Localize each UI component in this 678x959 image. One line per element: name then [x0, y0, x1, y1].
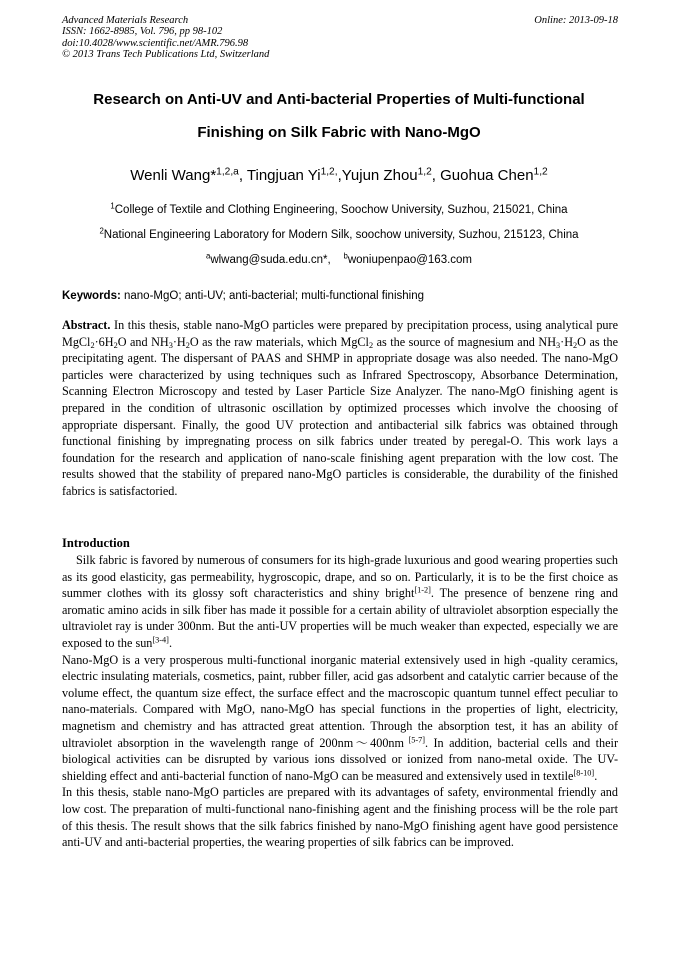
- abstract-sub: 3: [556, 340, 561, 350]
- issn-line: ISSN: 1662-8985, Vol. 796, pp 98-102: [62, 26, 223, 38]
- affiliation-1-mark: 1: [110, 201, 115, 211]
- email-a-mark: a: [205, 251, 211, 261]
- affiliation-1: [20, 203, 658, 217]
- affiliation-2: [20, 228, 658, 242]
- author-3: ,Yujun Zhou: [337, 167, 418, 184]
- abstract-text-8: O as the precipitating agent. The dispersant of PAAS and SHMP in appropriate dosage was also needed. The nano-MgO particles were characterized by using techniques such as Infrared Spectroscopy, Absorbance Determination, Scanning Electron Microscopy and tested by Laser Particle Size Analyzer. The nano-MgO finishing agent is prepared in the condition of ultrasonic oscillation by optimized processes which involve the choosing of appropriate dispersant. Finally, the good UV protection and antibacterial silk fabrics was obtained through functional finishing by impregnating process on silk fabrics under treated by peregal-O. This work lays a foundation for the research and application of nano-scale finishing agent preparation with the low cost. The results showed that the stability of prepared nano-MgO particles is considerable, the durability of the finished fabrics is satisfactoried.: [62, 334, 619, 498]
- citation: [3-4]: [152, 635, 169, 645]
- introduction-body: [62, 552, 618, 851]
- intro-p1-text: . The presence of benzene ring and aromatic amino acids in silk fiber has made it possible for a certain ability of ultraviolet absorption especially the ultraviolet ray is under 300nm. But the anti-UV properties will be much weaker than expected, especially we are exposed to the sun: [62, 586, 618, 650]
- author-emails: [20, 253, 658, 267]
- intro-p2-text: Nano-MgO is a very prosperous multi-functional inorganic material extensively used in high -quality ceramics, electric insulating materials, cosmetics, paint, rubber filler, acid gas adsorbent and catalytic carrier because of the volume effect, the quantum size effect, the surface effect and the macroscopic quantum tunnel effect peculiar to nano-materials. Compared with MgO, nano-MgO has special functions in the properties of light, electricity, magnetism and chemistry and has attracted great attention. Through the absorption test, it has an ability of ultraviolet absorption in the wavelength range of 200nm～400nm: [62, 652, 618, 750]
- affiliation-2-mark: 2: [99, 226, 104, 236]
- author-4-affil: 1,2: [533, 166, 548, 178]
- abstract-label: Abstract.: [62, 318, 111, 332]
- citation: [1-2]: [414, 585, 431, 595]
- intro-paragraph-3: In this thesis, stable nano-MgO particles are prepared with its advantages of safety, environmental friendly and low cost. The preparation of multi-functional nano-finishing agent and the finishing process will be the role part of this thesis. The result shows that the silk fabrics finished by nano-MgO finishing agent have good persistence anti-UV and anti-bacterial properties, the wearing properties of silk fabrics can be improved.: [62, 785, 618, 850]
- section-heading-introduction: Introduction: [62, 536, 130, 550]
- intro-p1-text: Silk fabric is favored by numerous of consumers for its high-grade luxurious and good wearing properties such as its good elasticity, gas permeability, hygroscopic, drape, and so on. Particularly, it is to be the first choice as summer clothes with its glossy soft characteristics and shiny bright: [62, 553, 618, 601]
- abstract-text-5: O as the raw materials, which MgCl: [189, 334, 369, 349]
- abstract-text-1: In this thesis, stable nano-MgO particles were prepared by precipitation process, using analytical pure MgCl: [62, 318, 618, 349]
- abstract-text-4: ·H: [172, 334, 186, 349]
- abstract-sub: 2: [90, 340, 95, 350]
- online-date: Online: 2013-09-18: [534, 15, 618, 26]
- author-4: , Guohua Chen: [431, 167, 534, 184]
- abstract-text-3: O and NH: [117, 334, 169, 349]
- author-2-affil: 1,2,: [320, 166, 338, 178]
- affiliation-1-text: College of Textile and Clothing Engineering, Soochow University, Suzhou, 215021, China: [114, 204, 568, 216]
- abstract-sub: 2: [113, 340, 118, 350]
- journal-masthead: [62, 15, 618, 61]
- abstract-text-6: as the source of magnesium and NH: [373, 334, 556, 349]
- keywords-text: nano-MgO; anti-UV; anti-bacterial; multi-functional finishing: [124, 290, 424, 302]
- author-1-affil: 1,2,a: [216, 166, 239, 178]
- paper-title-line-2: Finishing on Silk Fabric with Nano-MgO: [197, 124, 481, 141]
- abstract-sub: 2: [368, 340, 374, 350]
- doi-line: doi:10.4028/www.scientific.net/AMR.796.98: [62, 37, 249, 49]
- intro-paragraph-2: [62, 652, 618, 785]
- abstract-text-7: ·H: [560, 334, 574, 349]
- affiliation-2-text: National Engineering Laboratory for Modern Silk, soochow university, Suzhou, 215123, China: [103, 229, 579, 241]
- abstract: [62, 317, 618, 500]
- intro-p1-text: .: [168, 635, 172, 650]
- journal-name: Advanced Materials Research: [62, 15, 189, 26]
- intro-p2-text: . In addition, bacterial cells and their biological activities can be disrupted by various ions dissolved or ionized from nano-metal oxide. The UV-shielding effect and anti-bacterial function of nano-MgO can be measured and extensively used in textile: [62, 735, 619, 783]
- keywords-label: Keywords:: [62, 290, 121, 302]
- email-a[interactable]: wlwang@suda.edu.cn*,: [210, 254, 331, 266]
- author-3-affil: 1,2: [417, 166, 432, 178]
- author-1: Wenli Wang*: [130, 167, 217, 184]
- author-2: , Tingjuan Yi: [238, 167, 321, 184]
- copyright-line: © 2013 Trans Tech Publications Ltd, Switzerland: [62, 49, 270, 61]
- email-b[interactable]: woniupenpao@163.com: [347, 254, 473, 266]
- citation: [5-7]: [404, 734, 426, 744]
- paper-title-line-1: Research on Anti-UV and Anti-bacterial Properties of Multi-functional: [93, 91, 585, 108]
- abstract-text-2: ·6H: [94, 334, 114, 349]
- intro-paragraph-1: [62, 552, 618, 652]
- abstract-sub: 2: [185, 340, 190, 350]
- abstract-sub: 2: [573, 340, 578, 350]
- citation: [8-10]: [573, 768, 595, 778]
- abstract-sub: 3: [168, 340, 173, 350]
- intro-p2-text: .: [594, 768, 598, 783]
- email-b-mark: b: [343, 251, 348, 261]
- author-list: [20, 167, 658, 185]
- keywords: [62, 289, 618, 303]
